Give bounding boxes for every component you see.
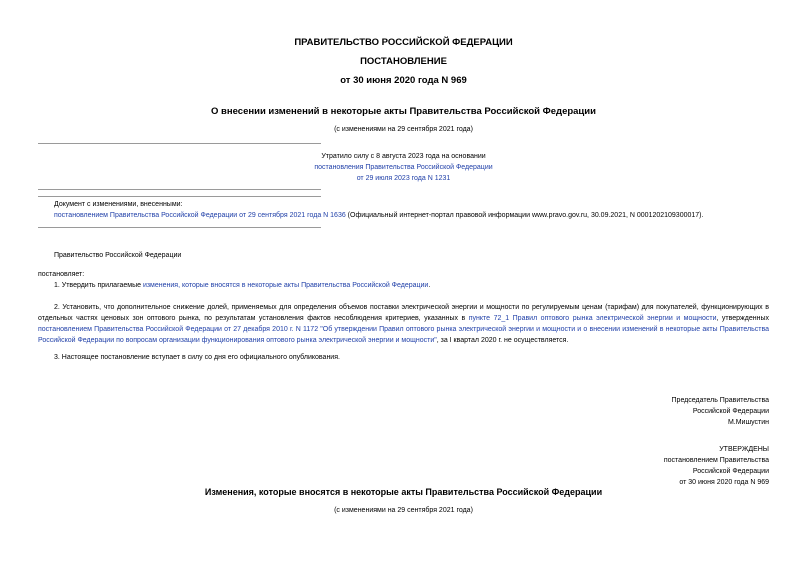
signature-role-2: Российской Федерации [692,408,769,415]
changes-label: Документ с изменениями, внесенными: [54,201,183,208]
edition-note: (с изменениями на 29 сентября 2021 года) [334,126,473,133]
approved-line-3: от 30 июня 2020 года N 969 [679,479,769,486]
signature-name: М.Мишустин [727,419,769,426]
decrees-word: постановляет: [38,271,85,278]
approved-word: УТВЕРЖДЕНЫ [719,446,769,453]
paragraph-3: 3. Настоящее постановление вступает в силу со дня его официального опубликования. [54,354,340,361]
lost-force-link[interactable]: постановления Правительства Российской Федерации [314,164,493,171]
divider [38,189,321,190]
government-line: Правительство Российской Федерации [54,252,182,259]
government-heading: ПРАВИТЕЛЬСТВО РОССИЙСКОЙ ФЕДЕРАЦИИ [294,37,513,48]
document-type: ПОСТАНОВЛЕНИЕ [360,56,447,67]
approved-block [664,444,769,488]
lost-force-link-date[interactable]: от 29 июля 2023 года N 1231 [356,175,451,182]
document-date: от 30 июня 2020 года N 969 [340,75,467,86]
divider [38,196,321,197]
signature-role: Председатель Правительства [671,397,769,404]
changes-annex-link[interactable]: изменения, которые вносятся в некоторые акты Правительства Российской Федерации [142,282,429,289]
approved-line-2: Российской Федерации [692,468,769,475]
changes-link[interactable]: постановлением Правительства Российской Федерации от 29 сентября 2021 года N 1636 [54,212,346,219]
divider [38,227,321,228]
approved-line-1: постановлением Правительства [663,457,769,464]
rules-clause-link[interactable]: пункте 72_1 Правил оптового рынка электрической энергии и мощности [468,315,717,322]
paragraph-2: 2. Установить, что дополнительное снижение долей, применяемых для определения объемов поставки электрической энергии и мощности по регулируемым ценам (тарифам) для покупателей, функционирующих в отдельных частях ценовых зон оптового рынка, по результатам установления фактов несоблюдения критериев, указанных в пункте 72_1 Правил оптового рынка электрической энергии и мощности, утвержденных постановлением Правительства Российской Федерации от 27 декабря 2010 г. N 1172 "Об утверждении Правил оптового рынка электрической энергии и мощности и о внесении изменений в некоторые акты Правительства Российской Федерации по вопросам организации функционирования оптового рынка электрической энергии и мощности", за I квартал 2020 г. не осуществляется. [38,304,769,344]
annex-title: Изменения, которые вносятся в некоторые акты Правительства Российской Федерации [204,487,603,497]
lost-force-text: Утратило силу с 8 августа 2023 года на основании [321,153,486,160]
changes-source: (Официальный интернет-портал правовой информации www.pravo.gov.ru, 30.09.2021, N 0001202109300017). [345,212,704,219]
decree-1172-link[interactable]: постановлением Правительства Российской Федерации от 27 декабря 2010 г. N 1172 "Об утверждении Правил оптового рынка электрической энергии и мощности и о внесении изменений в некоторые акты Правительства Российской Федерации по вопросам организации функционирования оптового рынка электрической энергии и мощности" [38,326,769,344]
paragraph-1: 1. Утвердить прилагаемые изменения, которые вносятся в некоторые акты Правительства Российской Федерации. [54,282,431,289]
annex-edition-note: (с изменениями на 29 сентября 2021 года) [334,507,473,514]
signature-block [672,395,769,428]
document-title: О внесении изменений в некоторые акты Правительства Российской Федерации [211,106,596,117]
changes-line [54,212,703,219]
divider [38,143,321,144]
